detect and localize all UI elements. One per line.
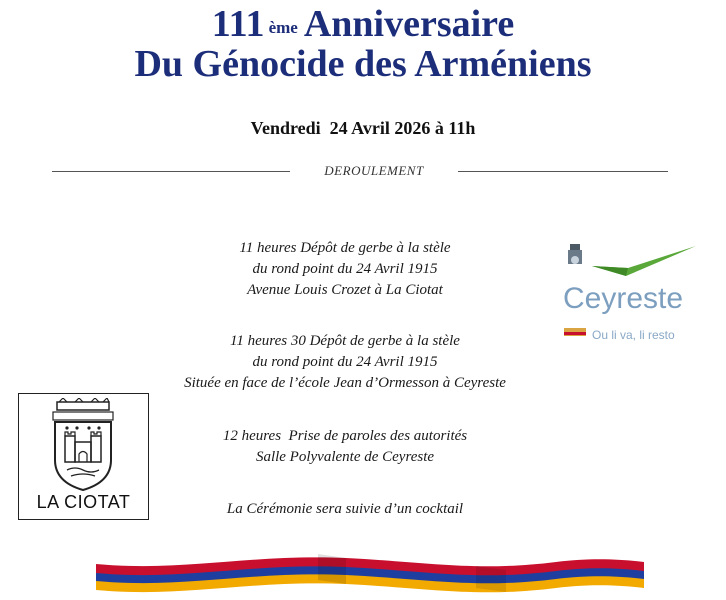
program-line: Salle Polyvalente de Ceyreste [255, 449, 435, 465]
program-line: Avenue Louis Crozet à La Ciotat [247, 282, 443, 298]
program-line: 11 heures Dépôt de gerbe à la stèle [239, 240, 451, 256]
ceyreste-name: Ceyreste [563, 282, 684, 315]
ceyreste-slogan: Ou li va, li resto [592, 328, 675, 342]
armenian-flag-ribbon-icon [96, 548, 644, 594]
armenian-ribbon [96, 548, 644, 594]
program-line: 12 heures Prise de paroles des autorités [222, 428, 468, 444]
program-line: Située en face de l’école Jean d’Ormesson à Ceyreste [184, 375, 506, 391]
title-superscript: ème [268, 18, 298, 37]
program-block-1 [120, 238, 570, 301]
program-line: du rond point du 24 Avril 1915 [252, 261, 438, 277]
program-line: du rond point du 24 Avril 1915 [252, 354, 438, 370]
laciotat-crest-icon [19, 398, 147, 494]
section-label: DEROULEMENT [324, 163, 424, 178]
program-block-3 [120, 426, 570, 468]
title-line-2: Du Génocide des Arméniens [134, 43, 592, 85]
title-number: 111 [211, 3, 265, 45]
divider-right [458, 171, 668, 172]
closing-note: La Cérémonie sera suivie d’un cocktail [226, 501, 464, 517]
event-date: Vendredi 24 Avril 2026 à 11h [250, 118, 476, 138]
laciotat-logo [18, 393, 149, 520]
laciotat-name: LA CIOTAT [36, 492, 131, 512]
title-anniversaire: Anniversaire [303, 3, 515, 45]
title-line-1 [0, 4, 726, 44]
program-line: 11 heures 30 Dépôt de gerbe à la stèle [230, 333, 460, 349]
program-block-2 [120, 331, 570, 394]
divider-left [52, 171, 290, 172]
